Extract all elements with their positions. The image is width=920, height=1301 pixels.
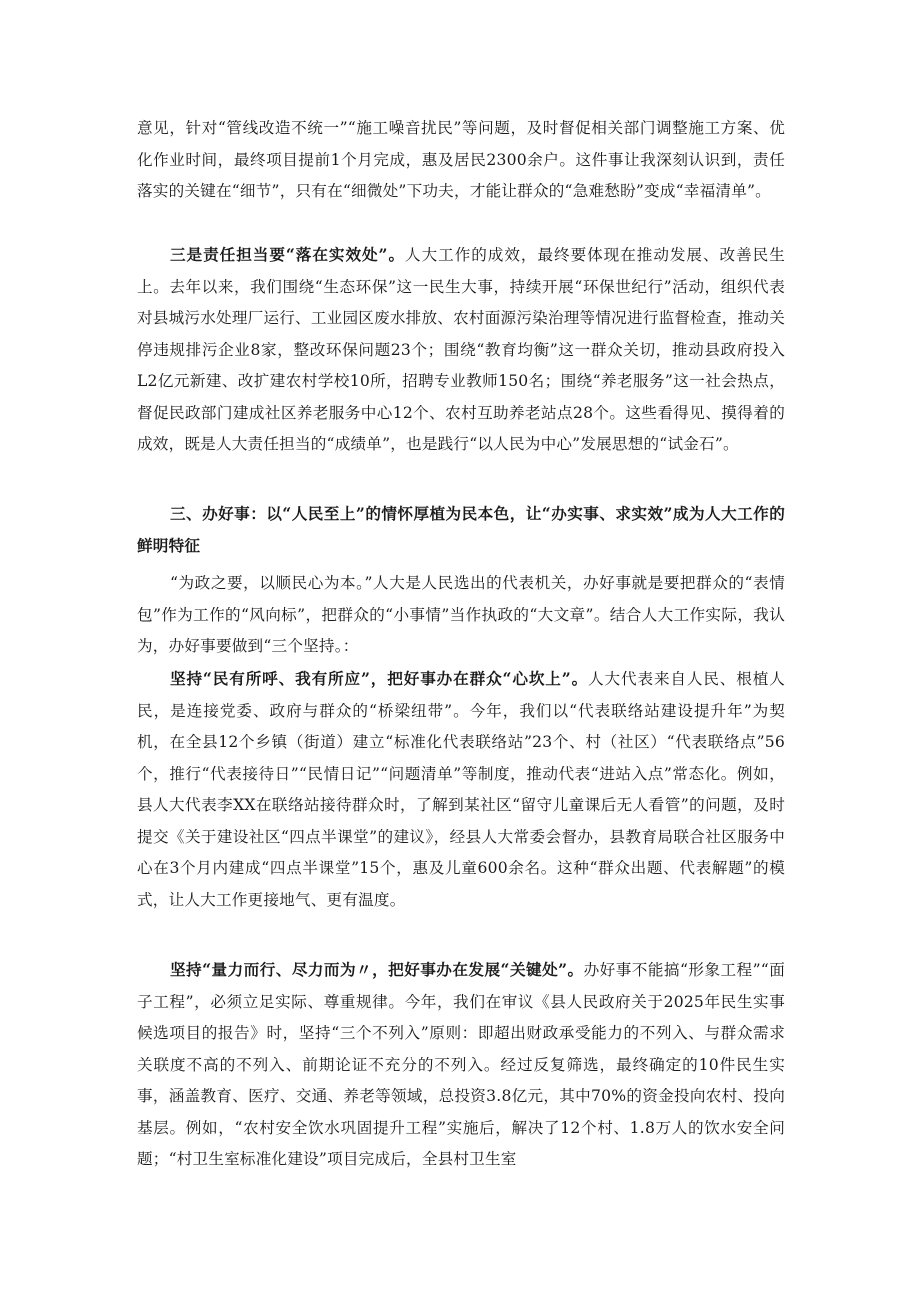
- paragraph-capacity: [137, 954, 785, 1176]
- paragraph-people-call: [137, 663, 785, 916]
- paragraph-responsibility-effect: [137, 239, 785, 461]
- paragraph-text: 人大代表来自人民、根植人民，是连接党委、政府与群众的“桥梁纽带”。今年，我们以“代表联络站建设提升年”为契机，在全县12个乡镇（街道）建立“标准化代表联络站”23个、村（社区）“代表联络点”56个，推行“代表接待日”“民情日记”“问题清单”等制度，推动代表“进站入点”常态化。例如，县人大代表李XX在联络站接待群众时，了解到某社区“留守儿童课后无人看管”的问题，及时提交《关于建设社区“四点半课堂”的建议》，经县人大常委会督办，县教育局联合社区服务中心在3个月内建成“四点半课堂”15个，惠及儿童600余名。这种“群众出题、代表解题”的模式，让人大工作更接地气、更有温度。: [137, 670, 785, 909]
- section-heading: [137, 498, 785, 561]
- paragraph-text: 办好事不能搞“形象工程”“面子工程”，必须立足实际、尊重规律。今年，我们在审议《县人民政府关于2025年民生实事候选项目的报告》时，坚持“三个不列入”原则：即超出财政承受能力的不列入、与群众需求关联度不高的不列入、前期论证不充分的不列入。经过反复筛选，最终确定的10件民生实事，涵盖教育、医疗、交通、养老等领域，总投资3.8亿元，其中70%的资金投向农村、投向基层。例如，“农村安全饮水巩固提升工程”实施后，解决了12个村、1.8万人的饮水安全问题；“村卫生室标准化建设”项目完成后，全县村卫生室: [137, 961, 786, 1168]
- paragraph-lead: 三是责任担当要“落在实效处”。: [170, 245, 406, 264]
- paragraph-lead: 坚持“民有所呼、我有所应”，把好事办在群众“心坎上”。: [170, 669, 589, 688]
- paragraph-lead: 坚持“量力而行、尽力而为〃，把好事办在发展“关键处”。: [170, 960, 584, 979]
- paragraph-intro: [137, 568, 785, 663]
- paragraph-continuation: [137, 113, 785, 208]
- paragraph-text: 意见，针对“管线改造不统一”“施工噪音扰民”等问题，及时督促相关部门调整施工方案、优化作业时间，最终项目提前1个月完成，惠及居民2300余户。这件事让我深刻认识到，责任落实的关键在“细节”，只有在“细微处”下功夫，才能让群众的“急难愁盼”变成“幸福清单”。: [137, 119, 785, 200]
- paragraph-text: 人大工作的成效，最终要体现在推动发展、改善民生上。去年以来，我们围绕“生态环保”这一民生大事，持续开展“环保世纪行”活动，组织代表对县城污水处理厂运行、工业园区废水排放、农村面源污染治理等情况进行监督检查，推动关停违规排污企业8家，整改环保问题23个；围绕“教育均衡”这一群众关切，推动县政府投入L2亿元新建、改扩建农村学校10所，招聘专业教师150名；围绕“养老服务”这一社会热点，督促民政部门建成社区养老服务中心12个、农村互助养老站点28个。这些看得见、摸得着的成效，既是人大责任担当的“成绩单”，也是践行“以人民为中心”发展思想的“试金石”。: [137, 246, 785, 453]
- section-heading-text: 三、办好事：以“人民至上”的情怀厚植为民本色，让“办实事、求实效”成为人大工作的鲜明特征: [137, 504, 785, 555]
- paragraph-text: “为政之要，以顺民心为本。”人大是人民选出的代表机关，办好事就是要把群众的“表情包”作为工作的“风向标”，把群众的“小事情”当作执政的“大文章”。结合人大工作实际，我认为，办好事要做到“三个坚持。：: [137, 574, 785, 655]
